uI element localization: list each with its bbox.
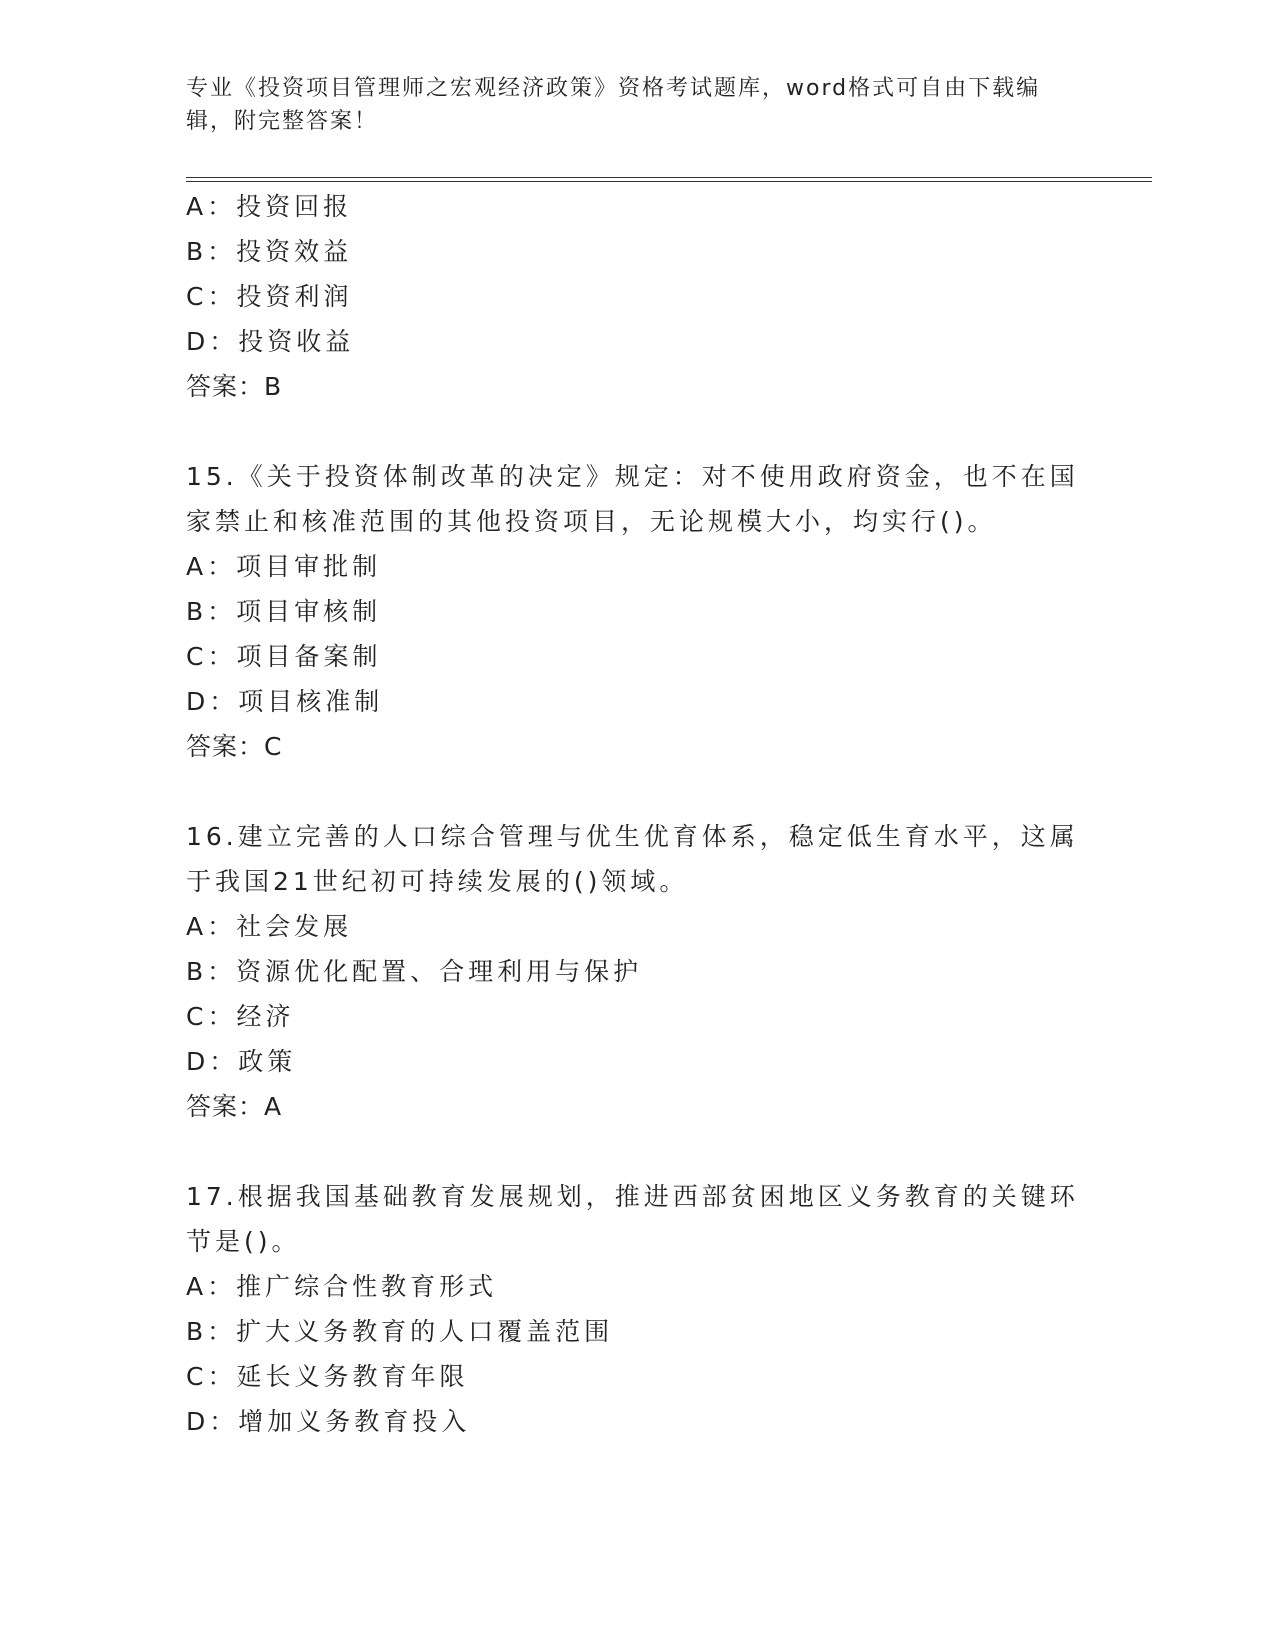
option-d: D：投资收益: [186, 327, 355, 356]
header-line-1: 专业《投资项目管理师之宏观经济政策》资格考试题库，word格式可自由下载编: [186, 76, 1041, 101]
option-c: C：投资利润: [186, 282, 353, 311]
question-15-line-1: 15.《关于投资体制改革的决定》规定：对不使用政府资金，也不在国: [186, 462, 1079, 491]
option-c: C：经济: [186, 1002, 295, 1031]
option-d: D：项目核准制: [186, 687, 384, 716]
document-header: [186, 72, 1066, 138]
question-16-line-1: 16.建立完善的人口综合管理与优生优育体系，稳定低生育水平，这属: [186, 822, 1079, 851]
option-b: B：资源优化配置、合理利用与保护: [186, 957, 643, 986]
answer-line: 答案：A: [186, 1092, 283, 1121]
question-15-line-2: 家禁止和核准范围的其他投资项目，无论规模大小，均实行()。: [186, 507, 997, 536]
option-b: B：投资效益: [186, 237, 353, 266]
option-c: C：项目备案制: [186, 642, 382, 671]
answer-line: 答案：B: [186, 372, 283, 401]
question-17-line-1: 17.根据我国基础教育发展规划，推进西部贫困地区义务教育的关键环: [186, 1182, 1079, 1211]
option-c: C：延长义务教育年限: [186, 1362, 469, 1391]
option-d: D：政策: [186, 1047, 297, 1076]
header-divider-bottom: [186, 181, 1152, 182]
answer-line: 答案：C: [186, 732, 283, 761]
option-b: B：项目审核制: [186, 597, 382, 626]
option-a: A：推广综合性教育形式: [186, 1272, 498, 1301]
option-a: A：投资回报: [186, 192, 353, 221]
question-17-line-2: 节是()。: [186, 1227, 301, 1256]
question-16-line-2: 于我国21世纪初可持续发展的()领域。: [186, 867, 689, 896]
option-d: D：增加义务教育投入: [186, 1407, 471, 1436]
option-a: A：项目审批制: [186, 552, 382, 581]
header-divider-top: [186, 177, 1152, 178]
header-line-2: 辑，附完整答案！: [186, 109, 379, 134]
option-a: A：社会发展: [186, 912, 353, 941]
option-b: B：扩大义务教育的人口覆盖范围: [186, 1317, 614, 1346]
